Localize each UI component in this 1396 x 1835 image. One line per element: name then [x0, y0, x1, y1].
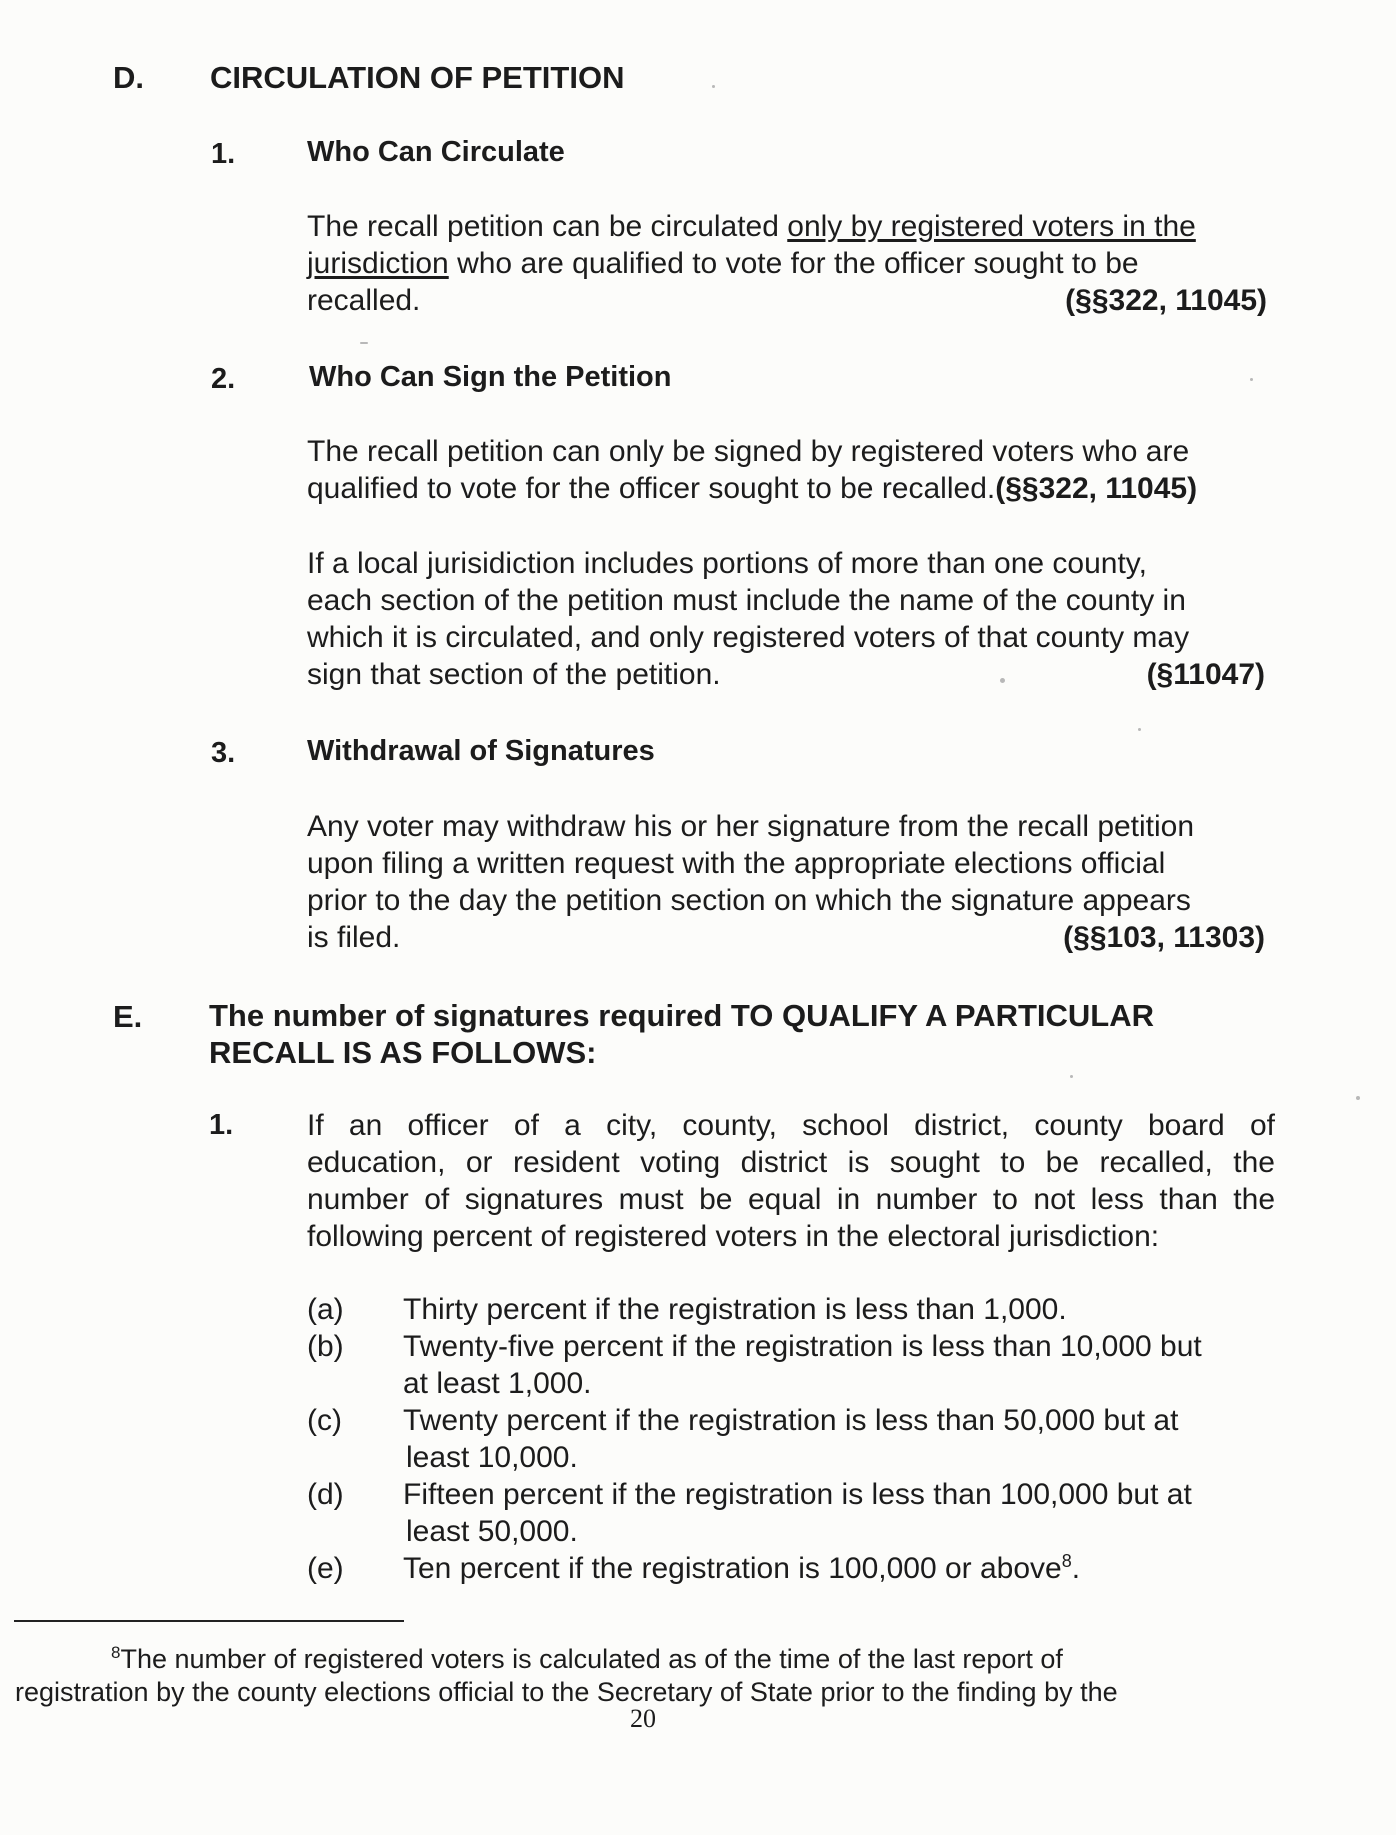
list-item-text: Thirty percent if the registration is less than 1,000. [403, 1293, 1067, 1326]
footnote [15, 1636, 1315, 1709]
citation: (§11047) [1146, 658, 1265, 691]
item-d3-paragraph [307, 808, 1267, 956]
list-item [307, 1550, 1287, 1587]
scan-speck [1356, 1096, 1360, 1100]
item-e1-line-3: number of signatures must be equal in number to not less than the [307, 1183, 1275, 1216]
item-e1-number: 1. [209, 1109, 234, 1141]
item-d2-p1-line-1: The recall petition can only be signed by registered voters who are [307, 435, 1190, 468]
item-d2-p2-line-4: sign that section of the petition. (§11047) [307, 658, 1265, 691]
section-d-title: CIRCULATION OF PETITION [210, 60, 625, 95]
item-d3-line-4: is filed. (§§103, 11303) [307, 921, 1265, 954]
list-item [307, 1402, 1287, 1476]
item-e1-line-2: education, or resident voting district is sought to be recalled, the [307, 1146, 1275, 1179]
list-item-label: (d) [307, 1478, 344, 1511]
list-item-text: Ten percent if the registration is 100,000 or above$^8$. [403, 1551, 1081, 1585]
section-e-title-line-1: The number of signatures required TO QUALIFY A PARTICULAR [209, 998, 1155, 1033]
item-d2-title: Who Can Sign the Petition [309, 361, 672, 393]
item-d1-line-1: The recall petition can be circulated only by registered voters in the [307, 210, 1196, 243]
section-e-title-line-2: RECALL IS AS FOLLOWS: [209, 1035, 597, 1070]
list-item [307, 1328, 1287, 1402]
item-d1-number: 1. [211, 138, 236, 170]
item-d2-number: 2. [211, 363, 236, 395]
list-item-text: Twenty-five percent if the registration is less than 10,000 but at least 1,000. [403, 1330, 1202, 1400]
citation: (§§322, 11045) [1065, 284, 1267, 317]
list-item-label: (b) [307, 1330, 344, 1363]
list-item-text: Twenty percent if the registration is less than 50,000 but at least 10,000. [403, 1404, 1179, 1474]
item-d1-line-2: jurisdiction who are qualified to vote for the officer sought to be [307, 247, 1139, 280]
item-d1-paragraph [307, 208, 1267, 319]
scan-speck [712, 85, 715, 88]
item-d2-p2-line-1: If a local jurisidiction includes portions of more than one county, [307, 547, 1147, 580]
footnote-marker: 8 [111, 1643, 121, 1662]
item-d1-line-3: recalled. (§§322, 11045) [307, 284, 1267, 317]
section-e-title [209, 997, 1229, 1071]
item-d1-title: Who Can Circulate [307, 136, 565, 168]
scan-speck [360, 342, 368, 344]
list-item [307, 1476, 1287, 1550]
item-e1-line-1: If an officer of a city, county, school district, county board of [307, 1109, 1275, 1142]
scan-speck [1070, 1075, 1073, 1078]
item-d2-p1-line-2: qualified to vote for the officer sought to be recalled.(§§322, 11045) [307, 472, 1198, 505]
item-d2-p2-line-2: each section of the petition must include the name of the county in [307, 584, 1186, 617]
scan-speck [1138, 728, 1141, 731]
scan-speck [1000, 678, 1005, 683]
item-d3-line-3: prior to the day the petition section on which the signature appears [307, 884, 1191, 917]
list-item-text: Fifteen percent if the registration is less than 100,000 but at least 50,000. [403, 1478, 1192, 1548]
percent-list [307, 1291, 1287, 1587]
page-number: 20 [630, 1704, 656, 1733]
list-item [307, 1291, 1287, 1328]
item-e1-paragraph [307, 1107, 1275, 1255]
item-d2-p2-line-3: which it is circulated, and only registered voters of that county may [307, 621, 1190, 654]
section-d-letter: D. [113, 60, 144, 95]
item-d3-title: Withdrawal of Signatures [307, 735, 655, 767]
citation: (§§322, 11045) [995, 472, 1198, 505]
footnote-line-2: registration by the county elections official to the Secretary of State prior to the finding by the [15, 1677, 1118, 1707]
section-e-letter: E. [113, 999, 143, 1034]
list-item-label: (a) [307, 1293, 344, 1326]
scan-speck [1250, 378, 1253, 381]
list-item-label: (c) [307, 1404, 342, 1437]
item-d3-number: 3. [211, 737, 236, 769]
item-d2-paragraph-1 [307, 433, 1267, 507]
citation: (§§103, 11303) [1063, 921, 1265, 954]
item-d2-paragraph-2 [307, 545, 1267, 693]
item-d3-line-1: Any voter may withdraw his or her signature from the recall petition [307, 810, 1195, 843]
list-item-label: (e) [307, 1552, 344, 1585]
item-d3-line-2: upon filing a written request with the appropriate elections official [307, 847, 1166, 880]
footnote-divider [14, 1620, 404, 1622]
footnote-line-1: $^8$The number of registered voters is calculated as of the time of the last report of [111, 1643, 1063, 1674]
footnote-ref: 8 [1061, 1551, 1072, 1571]
item-e1-line-4: following percent of registered voters in the electoral jurisdiction: [307, 1220, 1160, 1253]
